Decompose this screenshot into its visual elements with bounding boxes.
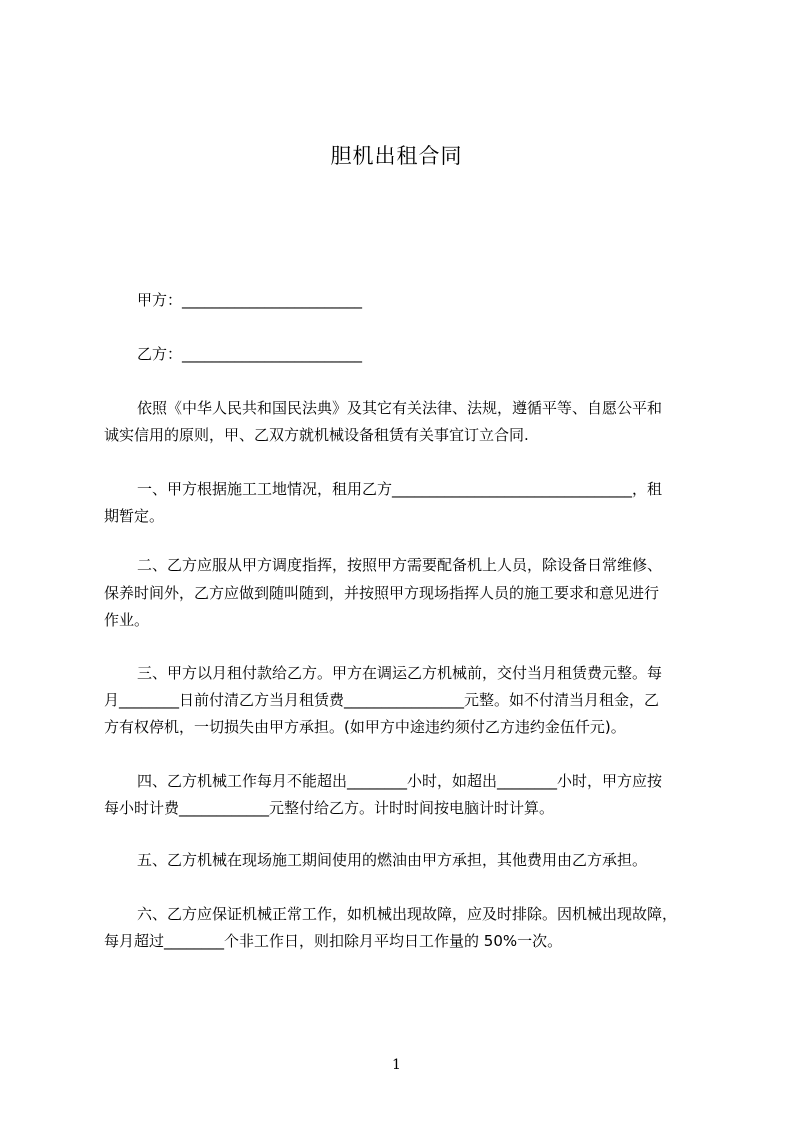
clause2-line-3: 作业。 (104, 611, 150, 629)
clause3-line-1: 三、甲方以月租付款给乙方。甲方在调运乙方机械前，交付当月租赁费元整。每 (137, 664, 663, 682)
page-number: 1 (392, 1057, 401, 1073)
clause3-line-2: 月________日前付清乙方当月租赁费________________元整。如不付清当月租金，乙 (104, 691, 660, 709)
document-title: 胆机出租合同 (330, 144, 463, 168)
clause3-line-3: 方有权停机，一切损失由甲方承担。(如甲方中途违约须付乙方违约金伍仟元)。 (104, 718, 626, 736)
clause4-line-2: 每小时计费____________元整付给乙方。计时时间按电脑计时计算。 (104, 799, 555, 817)
clause2-line-2: 保养时间外，乙方应做到随叫随到，并按照甲方现场指挥人员的施工要求和意见进行 (104, 584, 660, 602)
intro-line-1: 依照《中华人民共和国民法典》及其它有关法律、法规，遵循平等、自愿公平和 (137, 399, 663, 417)
party-b-line: 乙方：________________________ (137, 345, 363, 363)
party-a-line: 甲方：________________________ (137, 291, 363, 309)
clause6-line-1: 六、乙方应保证机械正常工作，如机械出现故障，应及时排除。因机械出现故障， (137, 905, 678, 923)
clause6-line-2: 每月超过________个非工作日，则扣除月平均日工作量的 50%一次。 (104, 932, 563, 950)
clause2-line-1: 二、乙方应服从甲方调度指挥，按照甲方需要配备机上人员，除设备日常维修、 (137, 556, 663, 574)
clause1-line-1: 一、甲方根据施工工地情况，租用乙方________________________________，租 (137, 480, 663, 498)
clause1-line-2: 期暂定。 (104, 507, 165, 525)
intro-line-2: 诚实信用的原则，甲、乙双方就机械设备租赁有关事宜订立合同. (104, 426, 529, 444)
clause5-line-1: 五、乙方机械在现场施工期间使用的燃油由甲方承担，其他费用由乙方承担。 (137, 851, 648, 869)
clause4-line-1: 四、乙方机械工作每月不能超出________小时，如超出________小时，甲方应按 (137, 772, 663, 790)
